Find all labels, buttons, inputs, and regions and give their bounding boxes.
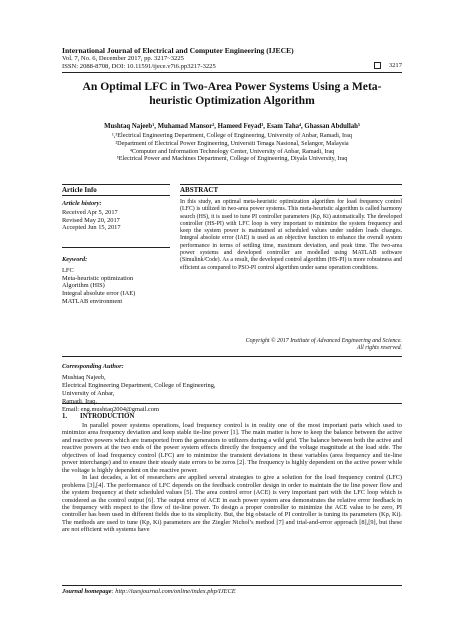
homepage-link[interactable]: : http://iaesjournal.com/online/index.php/IJECE	[111, 588, 236, 595]
introduction-body	[62, 422, 402, 534]
author-list: Mushtaq Najeeb¹, Muhamad Mansor², Hameed Feyad³, Esam Taha⁴, Ghassan Abdullah⁵	[104, 123, 360, 130]
rights-line: All rights reserved.	[356, 345, 402, 352]
keyword-item: Integral absolute error (IAE)	[62, 290, 136, 298]
page-number-value: 3217	[388, 62, 402, 70]
corr-bottom-rule	[62, 403, 402, 404]
abstract-text: In this study, an optimal meta-heuristic optimization algorithm for load frequency control (LFC) is utilized in two-area power systems. This meta-heuristic algorithm is called harmony search (HS), it is used to tune PI controller parameters (Kp, Ki) automatically. The developed controller (HS-PI) with LFC loop is very important to minimize the system frequency and keep the system power is maintained at scheduled values under sudden loads changes. Integral absolute error (IAE) is used as an objective function to enhance the overall system performance in terms of settling time, maximum deviation, and peak time. The two-area power systems and developed controller are modelled using MATLAB software (Simulink/Code). As a result, the developed control algorithm (HS-PI) is more robustness and efficient as compared to PSO-PI control algorithm under same operation conditions.	[180, 199, 402, 271]
keyword-item: Meta-heuristic optimization	[62, 274, 134, 282]
affiliation: ²Department of Electrical Power Engineering, Universiti Tenaga Nasional, Selangor, Malaysia	[115, 139, 349, 147]
body-paragraph: In last decades, a lot of researchers are applied several strategies to give a solution for the load frequency control (LFC) problems [3],[4]. The performance of LFC depends on the feedback controller design in order to maintain the tie line power flow and the system frequency at their scheduled values [5]. The area control error (ACE) is very important part with the LFC loop which is considered as the control output [6]. The output error of ACE in each power system area demonstrates the relative error feedback in the frequency with respect to the flow of tie-line power. To design a proper controller to minimize the ACE value to be zero, PI controller has been used in different fields due to its simplicity. But, the big obstacle of PI controller is tuning its parameters (Kp, Ki). The methods are used to tune (Kp, Ki) parameters are the Ziegler Nichol’s method [7] and trial-and-error approach [8],[9], but these are not efficient with systems have	[62, 474, 402, 534]
received-date: Received Apr 5, 2017	[62, 208, 118, 216]
corr-heading: Corresponding Author:	[62, 363, 124, 370]
corr-line: Ramadi, Iraq.	[62, 397, 97, 405]
footer-rule	[62, 585, 402, 586]
journal-header	[62, 46, 402, 71]
corr-top-rule	[62, 356, 402, 357]
keyword-item: MATLAB environment	[62, 297, 123, 305]
journal-name: International Journal of Electrical and Computer Engineering (IJECE)	[62, 46, 294, 55]
article-info-heading: Article Info	[62, 186, 97, 194]
article-history	[62, 200, 170, 232]
copyright-notice	[180, 338, 402, 353]
keywords-block	[62, 256, 170, 306]
keyword-heading: Keyword:	[62, 256, 88, 263]
corresponding-author	[62, 363, 402, 413]
paper-title: An Optimal LFC in Two-Area Power Systems Using a Meta-heuristic Optimization Algorithm	[82, 80, 382, 107]
corr-email: Email: eng.mushtaq2004@gmail.com	[62, 405, 159, 413]
info-bottom-rule	[62, 195, 170, 196]
square-icon	[374, 62, 381, 69]
keyword-item: Algorithm (HIS)	[62, 282, 105, 290]
body-paragraph: In parallel power systems operations, load frequency control is in reality one of the most important parts which used to minimize area frequency deviation and keep stable tie-line power [1]. The main matter is how to keep the balance between the active and reactive powers which are transported from the generators to utilizers during a wild grid. The balance between both the active and reactive powers at the two ends of the power system effects directly the frequency and the voltage magnitude at the load side. The objectives of load frequency control (LFC) are to minimize the transient deviations in these variables (area frequency and tie-line power interchange) and to ensure their steady state errors to be zeros [2]. The frequency is highly dependent on the active power while the voltage is highly dependent on the reactive power.	[62, 422, 402, 474]
affiliation: ⁴Computer and Information Technology Center, University of Anbar, Ramadi, Iraq	[129, 147, 335, 155]
keyword-item: LFC	[62, 266, 74, 274]
history-heading: Article history:	[62, 200, 102, 207]
affiliations	[62, 132, 402, 163]
journal-volume: Vol. 7, No. 6, December 2017, pp. 3217~3225	[62, 55, 184, 62]
affiliation: ¹,³Electrical Engineering Department, College of Engineering, University of Anbar, Ramadi, Iraq	[111, 132, 353, 139]
section-number: 1.	[62, 413, 68, 420]
journal-issn: ISSN: 2088-8708, DOI: 10.11591/ijece.v7i6.pp3217-3225	[62, 63, 216, 70]
corr-line: Electrical Engineering Department, College of Engineering,	[62, 381, 216, 389]
abstract-bottom-rule	[180, 195, 402, 196]
homepage-label: Journal homepage	[62, 588, 112, 595]
section-title: INTRODUCTION	[80, 413, 135, 420]
affiliation: ⁵Electrical Power and Machines Department, College of Engineering, Diyala University, Iraq	[116, 155, 348, 163]
copyright-line: Copyright © 2017 Institute of Advanced Engineering and Science.	[245, 338, 402, 344]
journal-homepage	[62, 588, 236, 595]
page-number	[374, 62, 402, 69]
accepted-date: Accepted Jun 15, 2017	[62, 224, 121, 232]
history-rule	[62, 247, 170, 248]
corr-line: University of Anbar,	[62, 389, 115, 397]
header-rule	[62, 72, 402, 73]
abstract-heading: ABSTRACT	[180, 186, 219, 194]
info-top-rule	[62, 184, 170, 185]
section-heading	[62, 413, 134, 420]
corr-line: Mushtaq Najeeb,	[62, 373, 106, 381]
abstract-top-rule	[180, 184, 402, 185]
revised-date: Revised May 20, 2017	[62, 216, 120, 224]
